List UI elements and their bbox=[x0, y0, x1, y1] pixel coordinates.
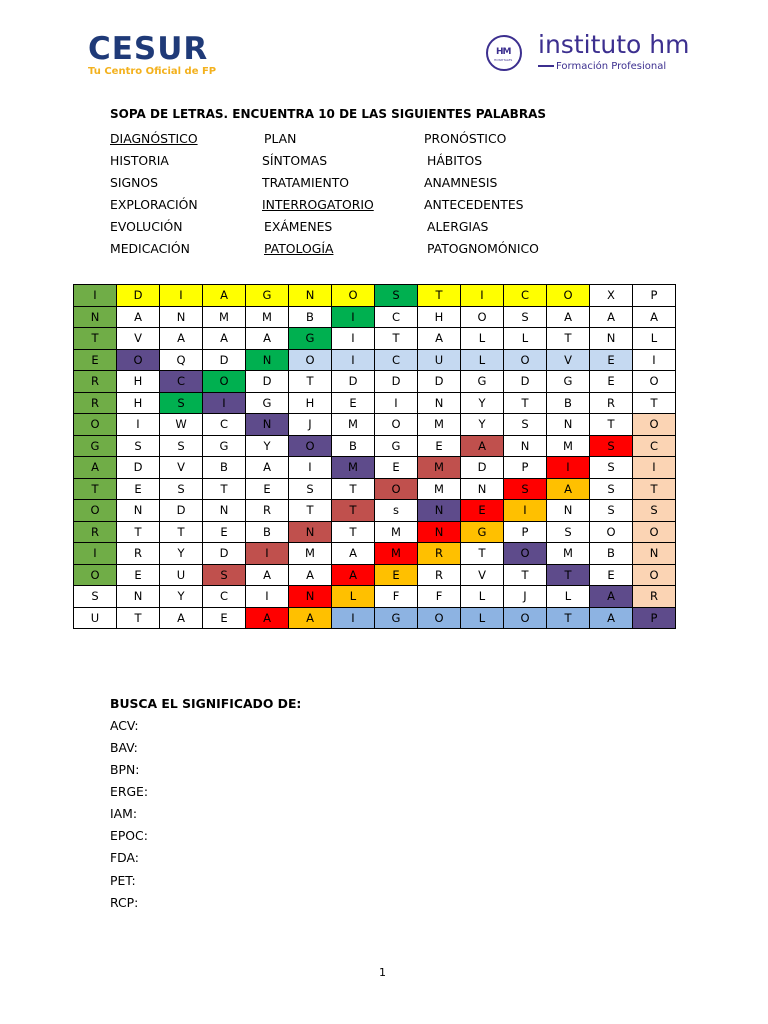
grid-cell: P bbox=[633, 285, 676, 307]
grid-cell: O bbox=[504, 543, 547, 565]
grid-cell: L bbox=[504, 328, 547, 350]
grid-cell: D bbox=[418, 371, 461, 393]
abbreviation-item: PET: bbox=[110, 873, 136, 888]
grid-cell: L bbox=[461, 328, 504, 350]
grid-cell: R bbox=[633, 586, 676, 608]
grid-cell: O bbox=[633, 414, 676, 436]
grid-cell: A bbox=[418, 328, 461, 350]
grid-cell: O bbox=[289, 435, 332, 457]
grid-cell: O bbox=[74, 564, 117, 586]
grid-cell: E bbox=[203, 607, 246, 629]
grid-cell: T bbox=[504, 564, 547, 586]
grid-cell: S bbox=[504, 306, 547, 328]
grid-cell: T bbox=[547, 607, 590, 629]
grid-cell: B bbox=[289, 306, 332, 328]
grid-cell: S bbox=[203, 564, 246, 586]
grid-cell: S bbox=[590, 457, 633, 479]
grid-cell: E bbox=[203, 521, 246, 543]
grid-cell: U bbox=[74, 607, 117, 629]
grid-cell: S bbox=[160, 435, 203, 457]
grid-cell: N bbox=[418, 500, 461, 522]
grid-cell: L bbox=[547, 586, 590, 608]
grid-cell: M bbox=[547, 435, 590, 457]
grid-cell: S bbox=[590, 435, 633, 457]
grid-cell: A bbox=[117, 306, 160, 328]
grid-row bbox=[74, 328, 676, 350]
cesur-logo-tagline: Tu Centro Oficial de FP bbox=[88, 66, 217, 77]
grid-cell: S bbox=[633, 500, 676, 522]
grid-cell: N bbox=[246, 349, 289, 371]
grid-cell: O bbox=[117, 349, 160, 371]
grid-cell: R bbox=[74, 521, 117, 543]
grid-cell: S bbox=[117, 435, 160, 457]
grid-row bbox=[74, 457, 676, 479]
grid-cell: X bbox=[590, 285, 633, 307]
grid-cell: M bbox=[375, 521, 418, 543]
hm-logo-subtitle-text: Formación Profesional bbox=[556, 61, 667, 72]
word-list-item: MEDICACIÓN bbox=[110, 241, 190, 256]
grid-cell: O bbox=[633, 521, 676, 543]
page-number: 1 bbox=[379, 966, 386, 979]
grid-cell: E bbox=[375, 457, 418, 479]
word-list-item: INTERROGATORIO bbox=[262, 197, 374, 212]
grid-cell: M bbox=[332, 414, 375, 436]
grid-cell: I bbox=[375, 392, 418, 414]
grid-cell: O bbox=[547, 285, 590, 307]
abbreviation-item: ACV: bbox=[110, 718, 139, 733]
grid-cell: S bbox=[375, 285, 418, 307]
word-list-item: ANTECEDENTES bbox=[424, 197, 524, 212]
grid-cell: B bbox=[547, 392, 590, 414]
grid-cell: A bbox=[246, 457, 289, 479]
cesur-logo-name: CESUR bbox=[88, 31, 209, 67]
grid-cell: G bbox=[246, 285, 289, 307]
grid-row bbox=[74, 521, 676, 543]
grid-cell: N bbox=[547, 500, 590, 522]
grid-cell: G bbox=[203, 435, 246, 457]
grid-cell: H bbox=[418, 306, 461, 328]
grid-cell: R bbox=[246, 500, 289, 522]
grid-cell: A bbox=[332, 564, 375, 586]
grid-cell: C bbox=[160, 371, 203, 393]
grid-row bbox=[74, 478, 676, 500]
grid-cell: N bbox=[117, 586, 160, 608]
grid-cell: I bbox=[246, 586, 289, 608]
grid-cell: R bbox=[117, 543, 160, 565]
grid-cell: S bbox=[289, 478, 332, 500]
grid-cell: O bbox=[461, 306, 504, 328]
grid-cell: I bbox=[289, 457, 332, 479]
grid-cell: E bbox=[74, 349, 117, 371]
grid-cell: T bbox=[203, 478, 246, 500]
grid-cell: S bbox=[590, 478, 633, 500]
grid-cell: T bbox=[74, 328, 117, 350]
grid-cell: N bbox=[117, 500, 160, 522]
grid-cell: A bbox=[246, 328, 289, 350]
grid-cell: E bbox=[590, 371, 633, 393]
grid-cell: V bbox=[461, 564, 504, 586]
grid-cell: I bbox=[117, 414, 160, 436]
grid-cell: N bbox=[289, 586, 332, 608]
word-list-item: EXPLORACIÓN bbox=[110, 197, 198, 212]
grid-cell: L bbox=[332, 586, 375, 608]
grid-cell: V bbox=[547, 349, 590, 371]
hm-dash-icon bbox=[538, 65, 554, 67]
grid-cell: A bbox=[289, 607, 332, 629]
grid-cell: V bbox=[160, 457, 203, 479]
grid-cell: H bbox=[117, 392, 160, 414]
grid-cell: Y bbox=[160, 543, 203, 565]
grid-cell: M bbox=[246, 306, 289, 328]
grid-cell: M bbox=[418, 457, 461, 479]
grid-cell: N bbox=[633, 543, 676, 565]
grid-cell: O bbox=[203, 371, 246, 393]
grid-cell: S bbox=[160, 392, 203, 414]
grid-row bbox=[74, 435, 676, 457]
grid-cell: T bbox=[633, 478, 676, 500]
word-search-grid bbox=[73, 284, 676, 629]
grid-cell: S bbox=[504, 478, 547, 500]
grid-cell: T bbox=[375, 328, 418, 350]
grid-cell: C bbox=[375, 349, 418, 371]
grid-cell: N bbox=[461, 478, 504, 500]
grid-cell: J bbox=[289, 414, 332, 436]
grid-cell: S bbox=[74, 586, 117, 608]
word-list-item: HISTORIA bbox=[110, 153, 169, 168]
word-list-item: SÍNTOMAS bbox=[262, 153, 328, 168]
grid-cell: I bbox=[332, 328, 375, 350]
grid-cell: M bbox=[418, 414, 461, 436]
grid-cell: O bbox=[504, 607, 547, 629]
grid-cell: S bbox=[504, 414, 547, 436]
grid-row bbox=[74, 500, 676, 522]
grid-cell: N bbox=[160, 306, 203, 328]
grid-cell: I bbox=[633, 349, 676, 371]
grid-cell: C bbox=[504, 285, 547, 307]
grid-cell: I bbox=[332, 349, 375, 371]
grid-cell: D bbox=[504, 371, 547, 393]
grid-cell: I bbox=[633, 457, 676, 479]
grid-cell: N bbox=[246, 414, 289, 436]
grid-cell: T bbox=[590, 414, 633, 436]
grid-cell: D bbox=[203, 349, 246, 371]
grid-cell: A bbox=[332, 543, 375, 565]
word-list-item: TRATAMIENTO bbox=[262, 175, 350, 190]
grid-row bbox=[74, 306, 676, 328]
abbreviation-item: BPN: bbox=[110, 762, 140, 777]
grid-cell: H bbox=[117, 371, 160, 393]
abbreviation-item: ERGE: bbox=[110, 784, 149, 799]
definitions-title: BUSCA EL SIGNIFICADO DE: bbox=[110, 696, 302, 711]
grid-cell: P bbox=[504, 457, 547, 479]
grid-cell: T bbox=[117, 521, 160, 543]
grid-row bbox=[74, 371, 676, 393]
grid-cell: D bbox=[246, 371, 289, 393]
word-list-item: ANAMNESIS bbox=[424, 175, 498, 190]
grid-cell: Y bbox=[461, 392, 504, 414]
grid-cell: E bbox=[418, 435, 461, 457]
grid-cell: T bbox=[547, 564, 590, 586]
grid-cell: I bbox=[332, 306, 375, 328]
grid-cell: E bbox=[461, 500, 504, 522]
grid-cell: T bbox=[74, 478, 117, 500]
grid-cell: Y bbox=[160, 586, 203, 608]
grid-cell: Y bbox=[461, 414, 504, 436]
grid-cell: B bbox=[332, 435, 375, 457]
grid-cell: M bbox=[375, 543, 418, 565]
grid-row bbox=[74, 392, 676, 414]
grid-cell: O bbox=[633, 564, 676, 586]
grid-cell: A bbox=[289, 564, 332, 586]
grid-cell: O bbox=[375, 414, 418, 436]
grid-cell: C bbox=[633, 435, 676, 457]
grid-cell: G bbox=[375, 435, 418, 457]
word-list-item: ALERGIAS bbox=[427, 219, 489, 234]
grid-cell: O bbox=[74, 500, 117, 522]
abbreviation-item: IAM: bbox=[110, 806, 137, 821]
grid-cell: N bbox=[590, 328, 633, 350]
grid-cell: N bbox=[418, 521, 461, 543]
grid-cell: O bbox=[504, 349, 547, 371]
grid-cell: D bbox=[117, 457, 160, 479]
word-list-item: PATOGNOMÓNICO bbox=[427, 241, 539, 256]
grid-cell: R bbox=[418, 564, 461, 586]
grid-cell: M bbox=[289, 543, 332, 565]
grid-cell: H bbox=[289, 392, 332, 414]
word-list-item: SIGNOS bbox=[110, 175, 159, 190]
grid-cell: N bbox=[289, 521, 332, 543]
grid-cell: A bbox=[203, 285, 246, 307]
grid-cell: U bbox=[160, 564, 203, 586]
grid-cell: L bbox=[461, 586, 504, 608]
word-list-item: PRONÓSTICO bbox=[424, 131, 507, 146]
grid-cell: J bbox=[504, 586, 547, 608]
grid-cell: B bbox=[590, 543, 633, 565]
grid-cell: E bbox=[117, 478, 160, 500]
hm-logo-subtitle bbox=[538, 61, 666, 72]
grid-cell: G bbox=[246, 392, 289, 414]
abbreviation-item: FDA: bbox=[110, 850, 139, 865]
grid-cell: B bbox=[246, 521, 289, 543]
grid-cell: Q bbox=[160, 349, 203, 371]
grid-cell: T bbox=[504, 392, 547, 414]
grid-cell: R bbox=[590, 392, 633, 414]
abbreviation-item: EPOC: bbox=[110, 828, 148, 843]
grid-row bbox=[74, 414, 676, 436]
grid-cell: E bbox=[117, 564, 160, 586]
grid-cell: S bbox=[590, 500, 633, 522]
grid-cell: E bbox=[375, 564, 418, 586]
grid-cell: O bbox=[375, 478, 418, 500]
grid-cell: T bbox=[547, 328, 590, 350]
grid-cell: T bbox=[418, 285, 461, 307]
grid-row bbox=[74, 285, 676, 307]
word-list-item: DIAGNÓSTICO bbox=[110, 131, 198, 146]
grid-row bbox=[74, 543, 676, 565]
grid-cell: N bbox=[504, 435, 547, 457]
grid-cell: A bbox=[590, 306, 633, 328]
grid-cell: E bbox=[590, 349, 633, 371]
grid-cell: R bbox=[74, 371, 117, 393]
abbreviation-item: BAV: bbox=[110, 740, 138, 755]
grid-cell: O bbox=[418, 607, 461, 629]
grid-cell: S bbox=[160, 478, 203, 500]
grid-cell: O bbox=[74, 414, 117, 436]
grid-cell: I bbox=[203, 392, 246, 414]
grid-cell: P bbox=[633, 607, 676, 629]
grid-cell: T bbox=[289, 371, 332, 393]
word-list-item: PATOLOGÍA bbox=[264, 241, 334, 256]
grid-cell: D bbox=[375, 371, 418, 393]
grid-cell: G bbox=[461, 371, 504, 393]
grid-cell: F bbox=[418, 586, 461, 608]
grid-cell: G bbox=[461, 521, 504, 543]
grid-cell: T bbox=[289, 500, 332, 522]
grid-cell: L bbox=[461, 607, 504, 629]
grid-cell: V bbox=[117, 328, 160, 350]
grid-cell: T bbox=[117, 607, 160, 629]
grid-cell: A bbox=[203, 328, 246, 350]
grid-cell: T bbox=[332, 500, 375, 522]
grid-cell: M bbox=[332, 457, 375, 479]
grid-cell: E bbox=[246, 478, 289, 500]
grid-cell: E bbox=[590, 564, 633, 586]
grid-row bbox=[74, 564, 676, 586]
grid-cell: U bbox=[418, 349, 461, 371]
word-list-item: EXÁMENES bbox=[264, 219, 333, 234]
grid-cell: A bbox=[74, 457, 117, 479]
grid-row bbox=[74, 607, 676, 629]
grid-cell: A bbox=[461, 435, 504, 457]
grid-cell: P bbox=[504, 521, 547, 543]
grid-cell: M bbox=[418, 478, 461, 500]
grid-cell: I bbox=[246, 543, 289, 565]
grid-cell: A bbox=[590, 607, 633, 629]
hm-logo-name: instituto hm bbox=[538, 30, 690, 59]
grid-cell: C bbox=[375, 306, 418, 328]
grid-cell: M bbox=[203, 306, 246, 328]
grid-cell: D bbox=[117, 285, 160, 307]
grid-cell: O bbox=[590, 521, 633, 543]
grid-cell: D bbox=[332, 371, 375, 393]
grid-cell: W bbox=[160, 414, 203, 436]
grid-cell: I bbox=[461, 285, 504, 307]
grid-cell: I bbox=[504, 500, 547, 522]
grid-cell: T bbox=[160, 521, 203, 543]
grid-cell: N bbox=[547, 414, 590, 436]
grid-row bbox=[74, 586, 676, 608]
grid-row bbox=[74, 349, 676, 371]
grid-cell: A bbox=[547, 478, 590, 500]
grid-cell: L bbox=[461, 349, 504, 371]
grid-cell: C bbox=[203, 586, 246, 608]
grid-cell: B bbox=[203, 457, 246, 479]
grid-cell: M bbox=[547, 543, 590, 565]
grid-cell: A bbox=[633, 306, 676, 328]
grid-cell: I bbox=[160, 285, 203, 307]
grid-cell: O bbox=[289, 349, 332, 371]
word-list-item: PLAN bbox=[264, 131, 297, 146]
grid-cell: F bbox=[375, 586, 418, 608]
grid-cell: I bbox=[74, 285, 117, 307]
grid-cell: A bbox=[547, 306, 590, 328]
grid-cell: N bbox=[203, 500, 246, 522]
grid-cell: R bbox=[418, 543, 461, 565]
grid-cell: A bbox=[246, 564, 289, 586]
grid-cell: I bbox=[547, 457, 590, 479]
word-list-item: EVOLUCIÓN bbox=[110, 219, 183, 234]
grid-cell: A bbox=[160, 328, 203, 350]
grid-cell: T bbox=[332, 478, 375, 500]
grid-cell: G bbox=[375, 607, 418, 629]
grid-cell: s bbox=[375, 500, 418, 522]
grid-cell: I bbox=[332, 607, 375, 629]
grid-cell: G bbox=[547, 371, 590, 393]
grid-cell: Y bbox=[246, 435, 289, 457]
cesur-logo bbox=[88, 31, 217, 77]
grid-cell: A bbox=[590, 586, 633, 608]
grid-cell: D bbox=[203, 543, 246, 565]
grid-cell: N bbox=[289, 285, 332, 307]
grid-cell: D bbox=[160, 500, 203, 522]
abbreviation-item: RCP: bbox=[110, 895, 139, 910]
hm-emblem-small-text: HOSPITALES bbox=[494, 58, 513, 62]
grid-cell: E bbox=[332, 392, 375, 414]
grid-cell: D bbox=[461, 457, 504, 479]
hm-hospitales-emblem-icon bbox=[486, 35, 522, 71]
grid-cell: T bbox=[461, 543, 504, 565]
grid-cell: G bbox=[74, 435, 117, 457]
instructions-title: SOPA DE LETRAS. ENCUENTRA 10 DE LAS SIGUIENTES PALABRAS bbox=[110, 107, 547, 121]
grid-cell: C bbox=[203, 414, 246, 436]
grid-cell: S bbox=[547, 521, 590, 543]
word-list-item: HÁBITOS bbox=[427, 153, 483, 168]
grid-cell: T bbox=[332, 521, 375, 543]
grid-cell: A bbox=[160, 607, 203, 629]
grid-cell: I bbox=[74, 543, 117, 565]
hm-emblem-letters: HM bbox=[496, 47, 511, 57]
grid-cell: N bbox=[418, 392, 461, 414]
grid-cell: G bbox=[289, 328, 332, 350]
grid-cell: L bbox=[633, 328, 676, 350]
grid-cell: A bbox=[246, 607, 289, 629]
grid-cell: R bbox=[74, 392, 117, 414]
grid-cell: T bbox=[633, 392, 676, 414]
grid-cell: O bbox=[633, 371, 676, 393]
grid-cell: N bbox=[74, 306, 117, 328]
grid-cell: O bbox=[332, 285, 375, 307]
